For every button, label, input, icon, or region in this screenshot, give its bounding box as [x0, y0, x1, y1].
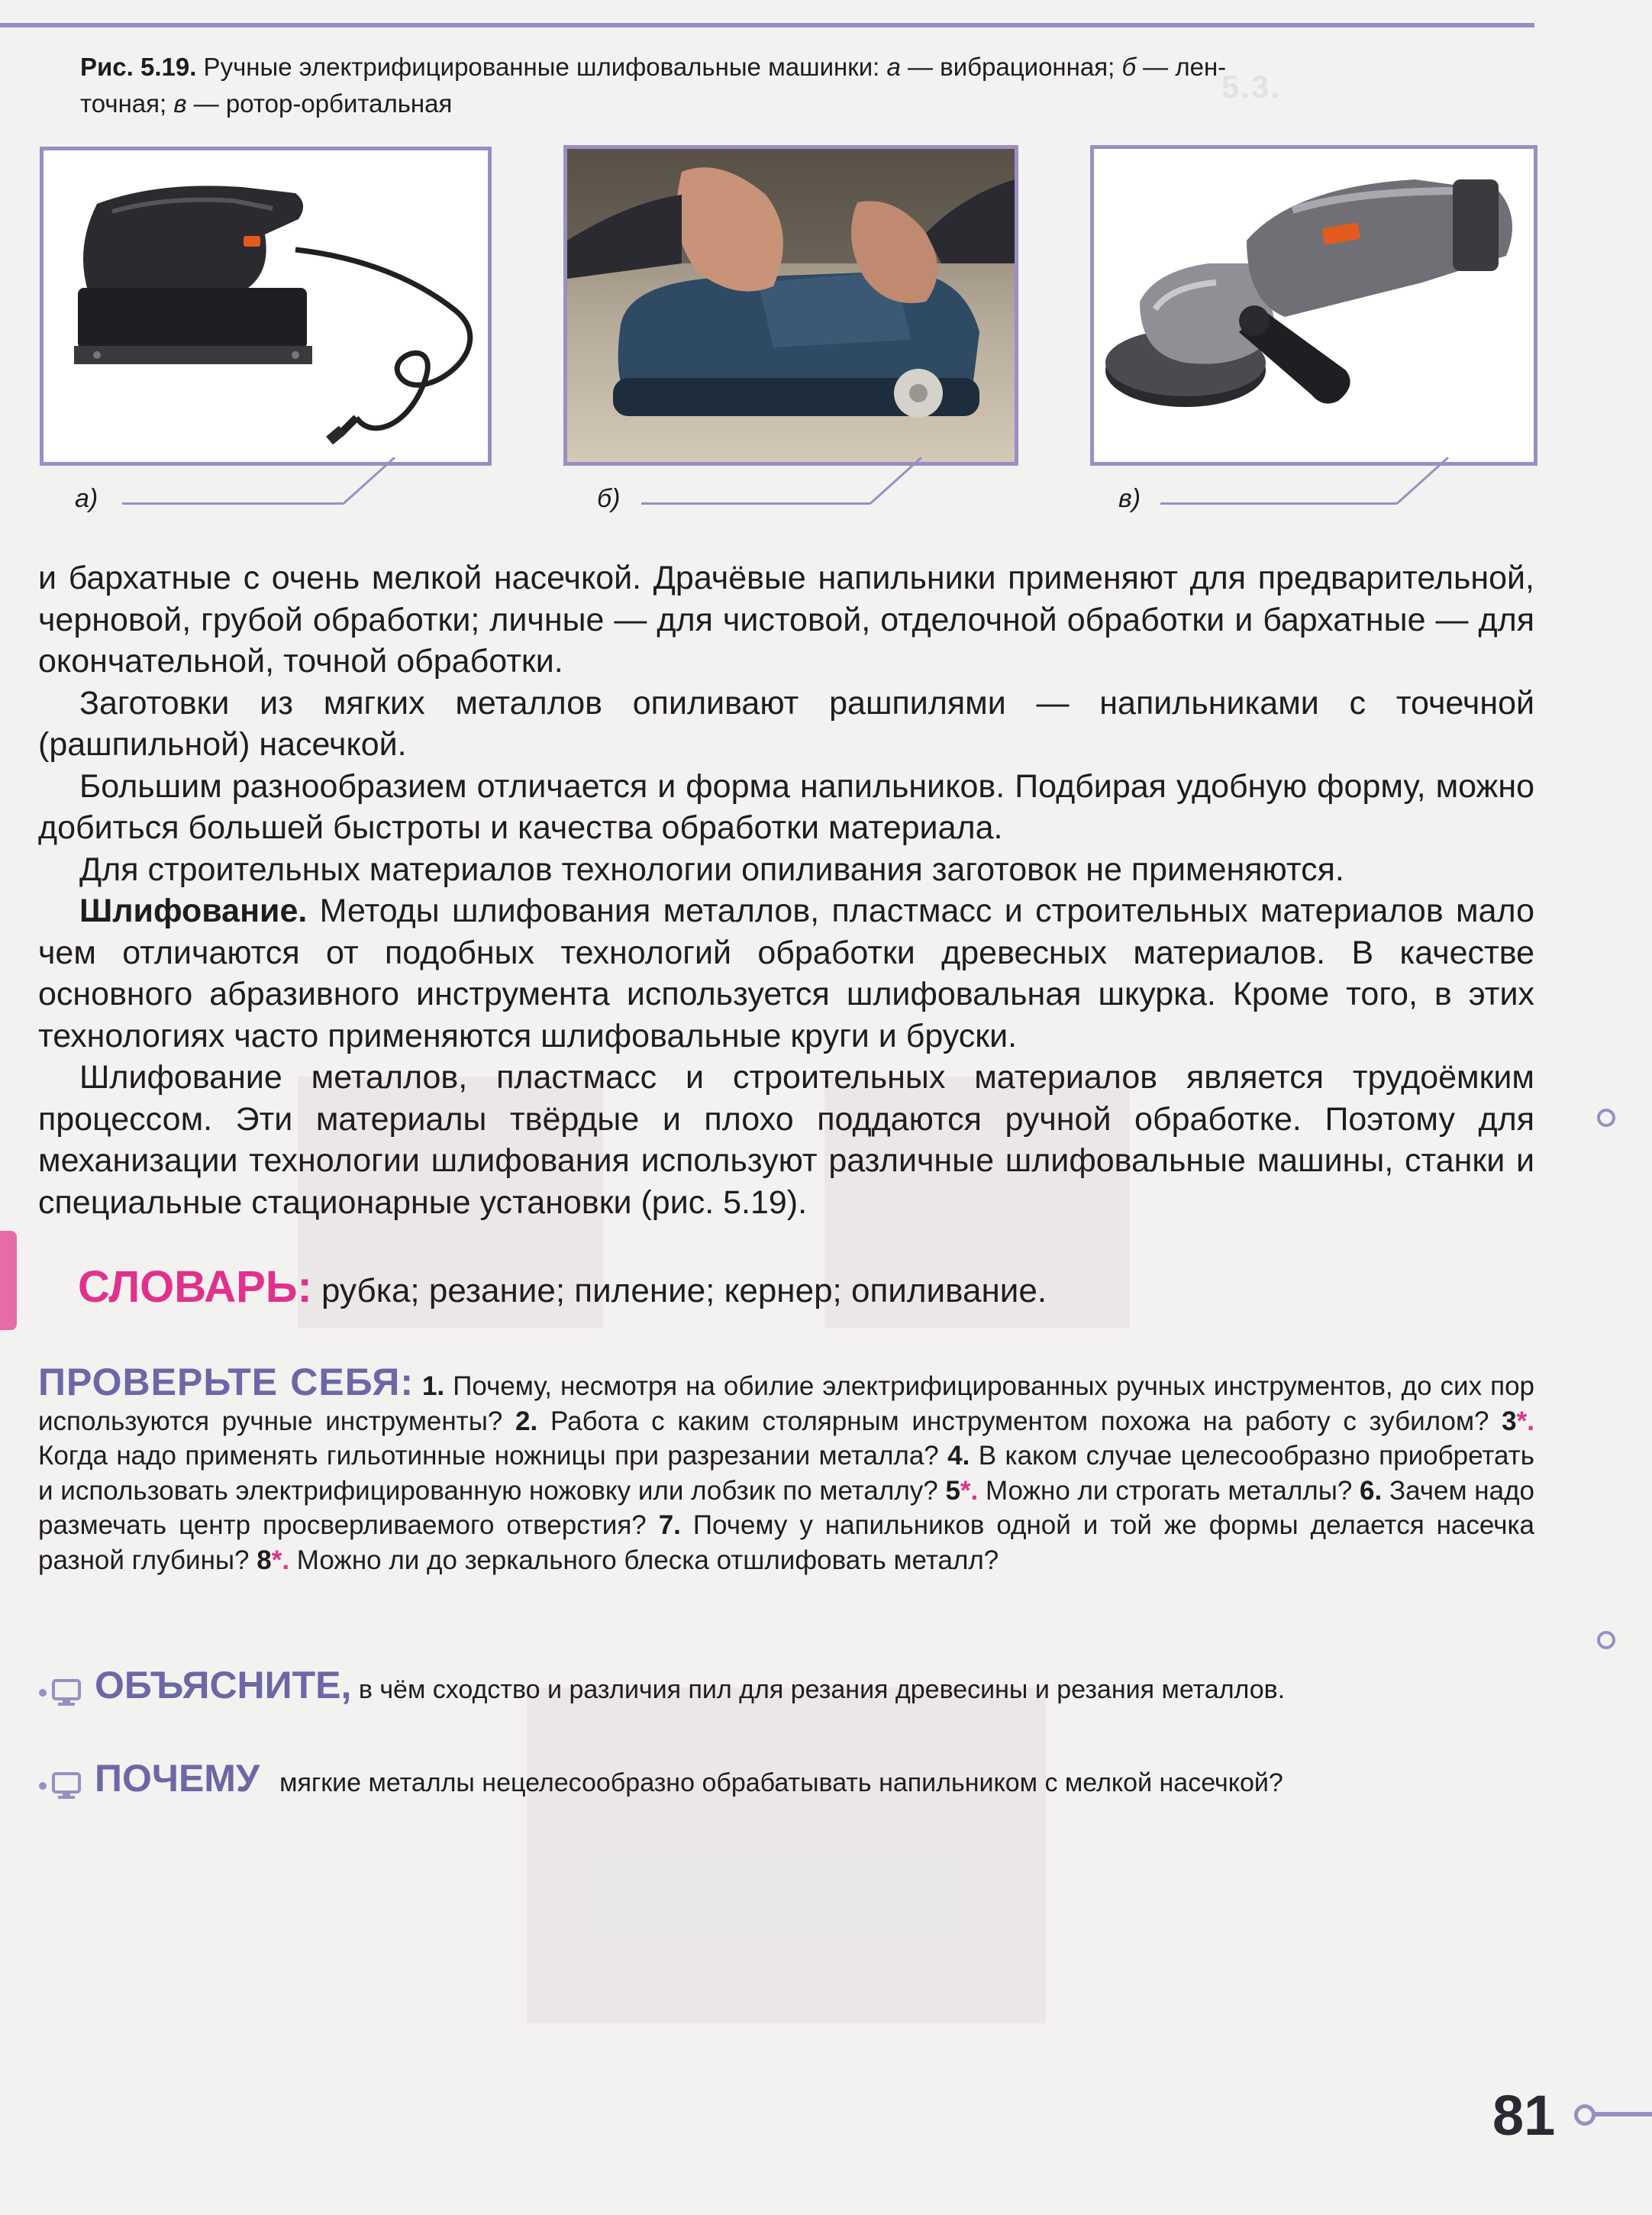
q7-number: 7.	[658, 1510, 681, 1540]
q4-text: В каком случае целесообразно приобретать и использовать электрифицированную ножовку или лобзик по металлу?	[38, 1441, 1534, 1506]
q3-number: 3	[1502, 1406, 1517, 1436]
caption-b: б	[1121, 53, 1136, 81]
paragraph-6: Шлифование металлов, пластмасс и строительных материалов является трудоёмким процессом. Эти материалы твёрдые и плохо поддаются ручной обработке. Поэтому для механизации технологии шлифования используют различные шлифовальные машины, станки и специальные стационарные установки (рис. 5.19).	[38, 1059, 1534, 1221]
paragraph-5	[38, 890, 1534, 1057]
figure-c-leader	[1160, 502, 1397, 505]
caption-v-text: — ротор-орбитальная	[186, 89, 453, 118]
q5-text: Можно ли строгать металлы?	[978, 1475, 1360, 1506]
caption-v: в	[173, 89, 187, 118]
dictionary-marker	[0, 1231, 17, 1330]
page-number: 81	[1492, 2084, 1556, 2147]
figure-b-photo	[563, 145, 1018, 466]
caption-a: а	[886, 53, 901, 81]
computer-icon	[38, 1771, 87, 1805]
q2-number: 2.	[515, 1406, 538, 1436]
q6-text: Зачем надо размечать центр просверливаемого отверстия?	[38, 1475, 1534, 1540]
margin-dot-2	[1597, 1631, 1615, 1649]
figure-a-photo	[40, 147, 492, 466]
q3-star: *.	[1516, 1406, 1534, 1436]
check-yourself-heading: ПРОВЕРЬТЕ СЕБЯ:	[38, 1361, 415, 1403]
check-yourself-section	[38, 1361, 1534, 1577]
q5-star: *.	[960, 1475, 979, 1506]
grinding-heading: Шлифование.	[79, 893, 308, 929]
explain-heading: ОБЪЯСНИТЕ,	[95, 1664, 352, 1706]
explain-text: в чём сходство и различия пил для резания древесины и резания металлов.	[351, 1675, 1286, 1704]
margin-dot-1	[1597, 1109, 1615, 1127]
paragraph-5-text: Методы шлифования металлов, пластмасс и строительных материалов мало чем отличаются от подобных технологий обработки древесных материалов. В качестве основного абразивного инструмента используется шлифовальная шкурка. Кроме того, в этих технологиях часто применяются шлифовальные круги и бруски.	[38, 893, 1534, 1054]
paragraph-2: Заготовки из мягких металлов опиливают рашпилями — напильниками с точечной (рашпильной) насечкой.	[38, 684, 1534, 763]
q3-text: Когда надо применять гильотинные ножницы при разрезании металла?	[38, 1441, 948, 1471]
dictionary-section	[78, 1261, 1047, 1313]
figure-b-leader	[641, 502, 870, 505]
top-rule	[0, 23, 1534, 27]
caption-line2: точная;	[80, 89, 174, 118]
q2-text: Работа с каким столярным инструментом похожа на работу с зубилом?	[537, 1406, 1502, 1436]
paragraph-4: Для строительных материалов технологии опиливания заготовок не применяются.	[79, 851, 1344, 888]
dictionary-text: рубка; резание; пиление; кернер; опиливание.	[311, 1272, 1047, 1309]
why-task	[38, 1756, 1283, 1805]
q8-number: 8	[257, 1545, 272, 1575]
figure-a-label: а)	[75, 484, 98, 513]
figure-c-label: в)	[1118, 484, 1141, 513]
explain-task	[38, 1663, 1285, 1712]
q1-text: Почему, несмотря на обилие электрифицированных ручных инструментов, до сих пор используются ручные инструменты?	[38, 1371, 1534, 1436]
paragraph-3: Большим разнообразием отличается и форма напильников. Подбирая удобную форму, можно добиться большей быстроты и качества обработки материала.	[38, 767, 1534, 846]
dictionary-heading: СЛОВАРЬ:	[78, 1262, 312, 1312]
figure-caption	[80, 49, 1531, 122]
rotor-orbital-sander-image	[1094, 149, 1534, 462]
figure-a-leader	[122, 502, 344, 505]
q4-number: 4.	[947, 1441, 970, 1471]
ghost-image-3	[527, 1687, 1046, 2023]
belt-sander-image	[567, 149, 1015, 462]
caption-a-text: — вибрационная;	[900, 53, 1122, 81]
figure-b-label: б)	[597, 484, 621, 513]
q8-star: *.	[271, 1545, 290, 1575]
q8-text: Можно ли до зеркального блеска отшлифовать металл?	[289, 1545, 999, 1575]
figure-c-photo	[1090, 145, 1537, 466]
paragraph-1: и бархатные с очень мелкой насечкой. Драчёвые напильники применяют для предварительной, черновой, грубой обработки; личные — для чистовой, отделочной обработки и бархатные — для окончательной, точной обработки.	[38, 560, 1534, 680]
caption-label: Рис. 5.19.	[80, 53, 197, 81]
computer-icon	[38, 1677, 87, 1712]
q6-number: 6.	[1360, 1475, 1383, 1506]
page-number-rule	[1592, 2112, 1652, 2117]
ghost-heading: 5.3.	[1221, 69, 1282, 105]
body-text	[38, 557, 1534, 1223]
caption-text: Ручные электрифицированные шлифовальные машинки:	[196, 53, 887, 81]
why-heading: ПОЧЕМУ	[95, 1757, 260, 1800]
why-text: мягкие металлы нецелесообразно обрабатывать напильником с мелкой насечкой?	[279, 1768, 1283, 1797]
vibration-sander-image	[44, 150, 488, 462]
caption-b-text: — лен-	[1136, 53, 1227, 81]
q7-text: Почему у напильников одной и той же формы делается насечка разной глубины?	[38, 1510, 1534, 1575]
q1-number: 1.	[422, 1371, 445, 1401]
q5-number: 5	[945, 1475, 960, 1506]
